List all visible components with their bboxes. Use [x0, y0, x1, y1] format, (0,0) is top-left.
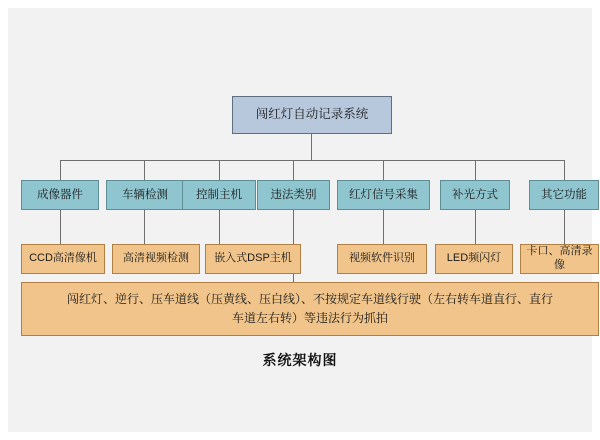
- connector-drop-2: [144, 160, 145, 180]
- node-level2-2[interactable]: 高清视频检测: [112, 244, 200, 274]
- diagram-caption: 系统架构图: [262, 352, 338, 368]
- node-level1-2[interactable]: 车辆检测: [106, 180, 184, 210]
- connector-l1-l2-6: [475, 210, 476, 244]
- node-level2-3[interactable]: 嵌入式DSP主机: [205, 244, 301, 274]
- node-level1-4[interactable]: 违法类别: [257, 180, 330, 210]
- node-level2-6[interactable]: LED频闪灯: [435, 244, 513, 274]
- connector-drop-1: [60, 160, 61, 180]
- connector-root-down: [311, 134, 312, 160]
- node-level2-7[interactable]: 卡口、高清录像: [520, 244, 599, 274]
- connector-l1-l2-2: [144, 210, 145, 244]
- bottom-line-2: 车道左右转）等违法行为抓拍: [231, 311, 388, 325]
- node-level1-5[interactable]: 红灯信号采集: [337, 180, 430, 210]
- connector-l1-l2-1: [60, 210, 61, 244]
- connector-drop-7: [564, 160, 565, 180]
- connector-l1-l2-3: [219, 210, 220, 244]
- node-root[interactable]: 闯红灯自动记录系统: [232, 96, 392, 134]
- node-level1-6[interactable]: 补光方式: [440, 180, 510, 210]
- node-level1-3[interactable]: 控制主机: [182, 180, 256, 210]
- connector-drop-3: [219, 160, 220, 180]
- connector-bus: [60, 160, 564, 161]
- node-level2-5[interactable]: 视频软件识别: [337, 244, 427, 274]
- node-bottom-violations[interactable]: [21, 282, 599, 336]
- connector-l1-l2-7: [564, 210, 565, 244]
- connector-l1-l2-5: [383, 210, 384, 244]
- diagram-canvas: [8, 8, 592, 432]
- node-level1-1[interactable]: 成像器件: [21, 180, 99, 210]
- connector-drop-6: [475, 160, 476, 180]
- node-level1-7[interactable]: 其它功能: [529, 180, 599, 210]
- connector-drop-4: [293, 160, 294, 180]
- connector-drop-5: [383, 160, 384, 180]
- node-level2-1[interactable]: CCD高清像机: [21, 244, 105, 274]
- bottom-line-1: 闯红灯、逆行、压车道线（压黄线、压白线）、不按规定车道线行驶（左右转车道直行、直行: [66, 291, 553, 306]
